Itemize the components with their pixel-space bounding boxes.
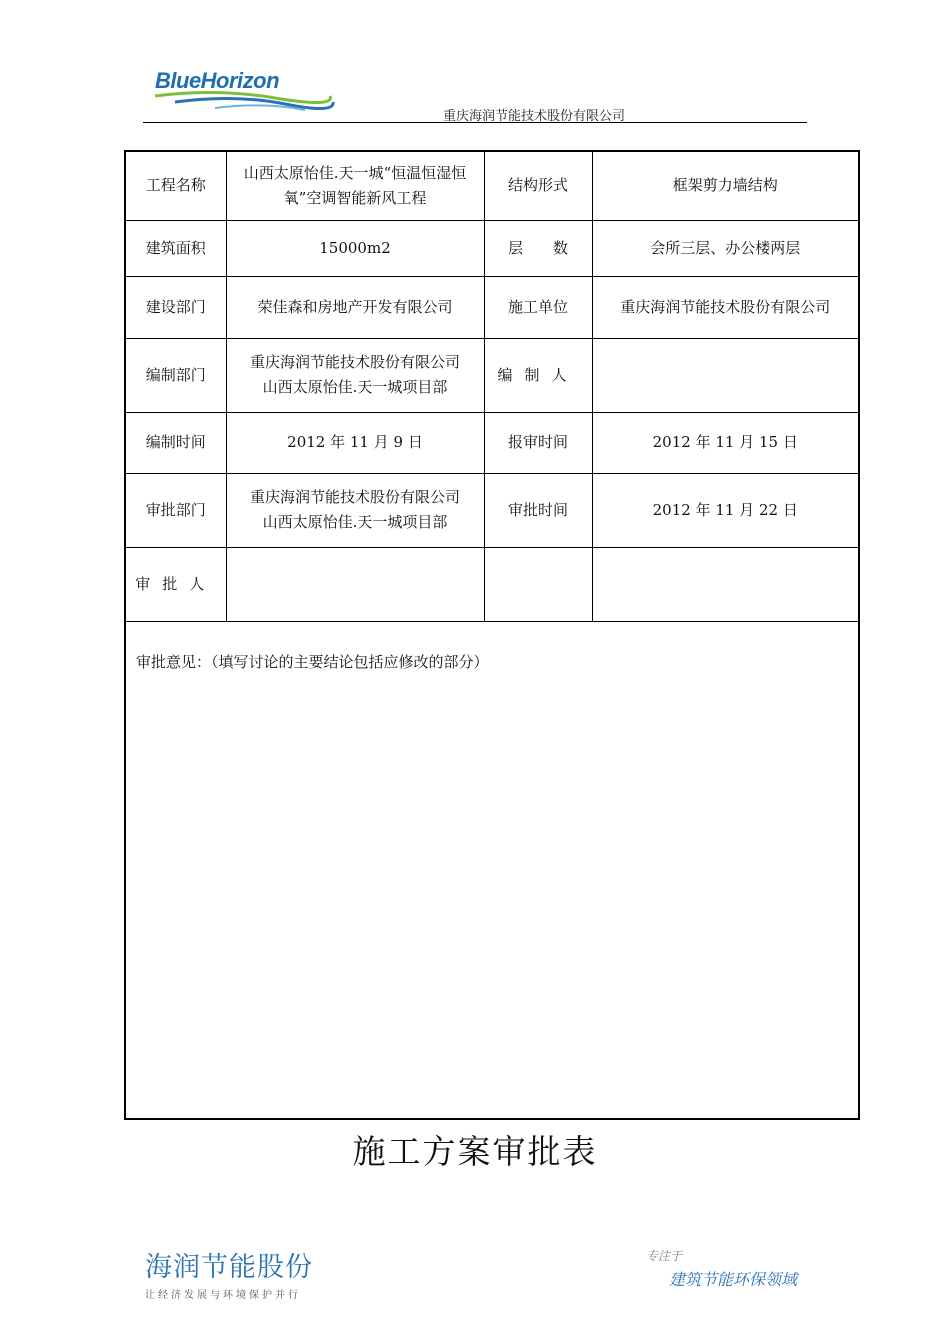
compile-dept-line1: 重庆海润节能技术股份有限公司 <box>249 353 460 371</box>
document-title: 施工方案审批表 <box>352 1132 598 1171</box>
table-row <box>125 412 859 473</box>
approve-time-value: 2012 年 11 月 22 日 <box>592 473 859 547</box>
project-name-value: 山西太原怡佳.天一城“恒温恒湿恒氧”空调智能新风工程 <box>226 151 484 220</box>
table-row <box>125 151 859 220</box>
approve-dept-line2: 山西太原怡佳.天一城项目部 <box>262 513 448 531</box>
approve-time-label: 审批时间 <box>484 473 592 547</box>
table-row <box>125 220 859 276</box>
developer-value: 荣佳森和房地产开发有限公司 <box>226 276 484 338</box>
approver-label: 审批人 <box>125 547 226 621</box>
approve-dept-line1: 重庆海润节能技术股份有限公司 <box>249 488 460 506</box>
structure-label: 结构形式 <box>484 151 592 220</box>
compiler-value[interactable] <box>592 338 859 412</box>
compile-time-label: 编制时间 <box>125 412 226 473</box>
approval-table <box>124 150 860 1120</box>
approver-value[interactable] <box>226 547 484 621</box>
structure-value: 框架剪力墙结构 <box>592 151 859 220</box>
opinion-label: 审批意见：（填写讨论的主要结论包括应修改的部分） <box>136 652 489 671</box>
opinion-cell[interactable] <box>125 621 859 1119</box>
compiler-label: 编制人 <box>484 338 592 412</box>
area-label: 建筑面积 <box>125 220 226 276</box>
footer-focus-label: 专注于 <box>646 1249 683 1263</box>
bluehorizon-logo <box>155 68 335 113</box>
submit-time-value: 2012 年 11 月 15 日 <box>592 412 859 473</box>
footer-focus-field: 建筑节能环保领域 <box>669 1270 798 1289</box>
table-row <box>125 276 859 338</box>
compile-dept-value <box>226 338 484 412</box>
table-row <box>125 547 859 621</box>
compile-dept-label: 编制部门 <box>125 338 226 412</box>
contractor-label: 施工单位 <box>484 276 592 338</box>
approve-dept-label: 审批部门 <box>125 473 226 547</box>
compile-dept-line2: 山西太原怡佳.天一城项目部 <box>262 378 448 396</box>
blank-label-cell <box>484 547 592 621</box>
wave-icon <box>155 90 335 112</box>
footer-slogan: 让经济发展与环境保护并行 <box>145 1290 301 1301</box>
contractor-value: 重庆海润节能技术股份有限公司 <box>592 276 859 338</box>
table-row <box>125 338 859 412</box>
footer-tagline <box>646 1247 797 1290</box>
approve-dept-value <box>226 473 484 547</box>
table-row <box>125 473 859 547</box>
project-name-label: 工程名称 <box>125 151 226 220</box>
blank-value-cell[interactable] <box>592 547 859 621</box>
footer-brand-name: 海润节能股份 <box>145 1252 313 1283</box>
developer-label: 建设部门 <box>125 276 226 338</box>
header-divider <box>143 122 807 123</box>
compile-time-value: 2012 年 11 月 9 日 <box>226 412 484 473</box>
area-value: 15000m2 <box>226 220 484 276</box>
footer-brand <box>145 1245 313 1301</box>
floors-value: 会所三层、办公楼两层 <box>592 220 859 276</box>
logo-text: BlueHorizon <box>155 68 280 93</box>
header-company: 重庆海润节能技术股份有限公司 <box>443 109 626 124</box>
submit-time-label: 报审时间 <box>484 412 592 473</box>
floors-label: 层 数 <box>484 220 592 276</box>
table-row <box>125 621 859 1119</box>
